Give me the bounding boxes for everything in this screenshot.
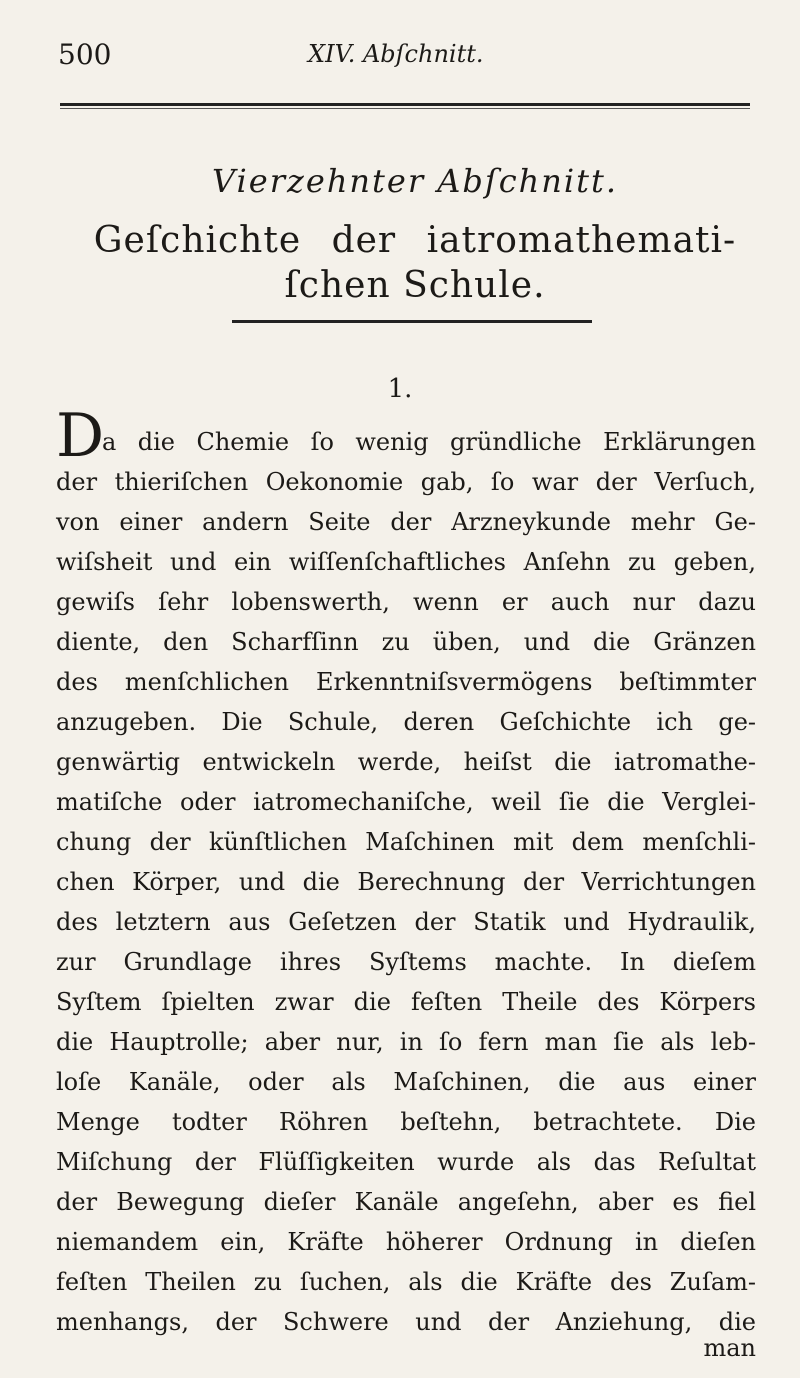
text-line: chung der künſtlichen Maſchinen mit dem menſchli-	[56, 828, 756, 856]
text-line: genwärtig entwickeln werde, heiſst die iatromathe-	[56, 748, 756, 776]
chapter-label: Vierzehnter Abſchnitt.	[212, 162, 618, 200]
text-line: die Hauptrolle; aber nur, in ſo fern man ſie als leb-	[56, 1028, 756, 1056]
text-line: der Bewegung dieſer Kanäle angeſehn, aber es fiel	[56, 1188, 756, 1216]
catchword: man	[703, 1334, 756, 1362]
text-line: anzugeben. Die Schule, deren Geſchichte ich ge-	[56, 708, 756, 736]
text-line: wiſsheit und ein wiſſenſchaftliches Anſehn zu geben,	[56, 548, 756, 576]
text-line: Menge todter Röhren beſtehn, betrachtete. Die	[56, 1108, 756, 1136]
text-line: menhangs, der Schwere und der Anziehung, die	[56, 1308, 756, 1336]
text-line: matiſche oder iatromechaniſche, weil ſie die Verglei-	[56, 788, 756, 816]
text-line: gewiſs ſehr lobenswerth, wenn er auch nur dazu	[56, 588, 756, 616]
text-line: chen Körper, und die Berechnung der Verrichtungen	[56, 868, 756, 896]
text-line: von einer andern Seite der Arzneykunde mehr Ge-	[56, 508, 756, 536]
text-line: Syſtem ſpielten zwar die feſten Theile des Körpers	[56, 988, 756, 1016]
header-rule-thin	[60, 108, 750, 109]
text-line: des letztern aus Geſetzen der Statik und Hydraulik,	[56, 908, 756, 936]
text-line: des menſchlichen Erkenntniſsvermögens beſtimmter	[56, 668, 756, 696]
running-head-title: XIV. Abſchnitt.	[308, 40, 484, 68]
text-line: der thieriſchen Oekonomie gab, ſo war der Verſuch,	[56, 468, 756, 496]
header-rule	[60, 103, 750, 106]
chapter-title-line-1: Geſchichte der iatromathemati-	[93, 220, 737, 261]
page-number: 500	[58, 38, 112, 71]
chapter-rule	[232, 320, 592, 323]
text-line: niemandem ein, Kräfte höherer Ordnung in dieſen	[56, 1228, 756, 1256]
text-line: Miſchung der Flüſſigkeiten wurde als das Reſultat	[56, 1148, 756, 1176]
text-line: feſten Theilen zu ſuchen, als die Kräfte des Zuſam-	[56, 1268, 756, 1296]
text-line: a die Chemie ſo wenig gründliche Erklärungen	[102, 428, 756, 456]
running-head	[58, 38, 748, 78]
text-line: zur Grundlage ihres Syſtems machte. In dieſem	[56, 948, 756, 976]
chapter-title-line-2: ſchen Schule.	[284, 265, 546, 306]
text-line: diente, den Scharfſinn zu üben, und die Gränzen	[56, 628, 756, 656]
drop-cap: D	[56, 401, 105, 471]
section-number: 1.	[387, 374, 413, 404]
text-line: loſe Kanäle, oder als Maſchinen, die aus einer	[56, 1068, 756, 1096]
